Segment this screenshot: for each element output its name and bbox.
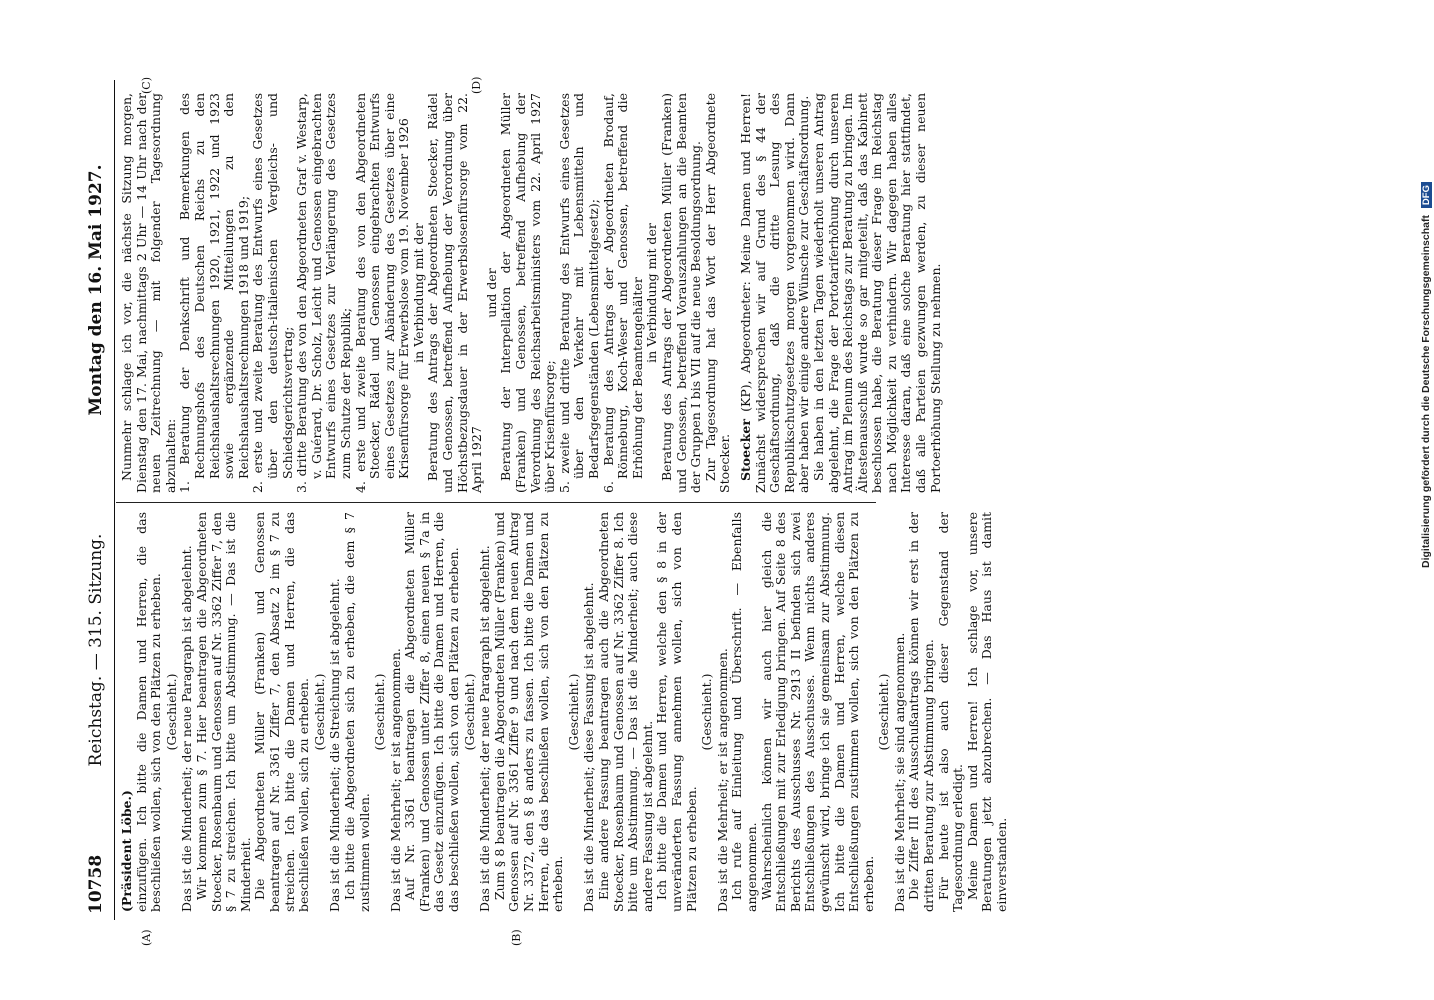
- margin-mark-b: (B): [510, 929, 523, 946]
- agenda-item: Beratung der Interpellation der Abgeordneten Müller (Franken) und Genossen, betreffend Aufhebung der Verordnung des Reichsarbeitsministers vom 22. April 1927 über Krisenfürsorge;: [498, 93, 558, 493]
- paragraph: Für heute ist also auch dieser Gegenstand der Tagesordnung erledigt.: [935, 512, 966, 912]
- agenda-item: 2. erste und zweite Beratung des Entwurfs eines Gesetzes über den deutsch-italienischen Vergleichs- und Schiedsgerichtsvertrag;: [250, 93, 295, 493]
- stage-direction: (Geschieht.): [311, 673, 327, 751]
- stage-direction: (Geschieht.): [876, 673, 892, 751]
- running-title: Reichstag. — 315. Sitzung.: [86, 533, 106, 767]
- paragraph: Wir kommen zum § 7. Hier beantragen die Abgeordneten Stoecker, Rosenbaum und Genossen auf Nr. 3362 Ziffer 7, den § 7 zu streichen. Ich bitte um Abstimmung. — Das ist die Minderheit.: [193, 512, 253, 912]
- paragraph: Das ist die Minderheit; diese Fassung ist abgelehnt.: [581, 582, 597, 912]
- agenda-item: 6. Beratung des Antrags der Abgeordneten Brodauf, Rönneburg, Koch-Weser und Genossen, betreffend die Erhöhung der Beamtengehälter: [600, 93, 645, 493]
- paragraph: Zum § 8 beantragen die Abgeordneten Müller (Franken) und Genossen auf Nr. 3361 Ziffer 9 und nach dem neuen Antrag Nr. 3372, den § 8 anders zu fassen. Ich bitte die Damen und Herren, die das beschließen wollen, sich von den Plätzen zu erheben.: [491, 512, 566, 912]
- paragraph: Das ist die Mehrheit; er ist angenommen.: [387, 648, 403, 912]
- agenda-item: Beratung des Antrags der Abgeordneten Müller (Franken) und Genossen, betreffend Vorauszahlungen an die Beamten der Gruppen I bis VII auf die neue Besoldungsordnung.: [658, 93, 704, 493]
- paragraph: Ich bitte die Damen und Herren, welche den § 8 in der unveränderten Fassung annehmen wollen, sich von den Plätzen zu erheben.: [654, 512, 699, 912]
- paragraph: Das ist die Mehrheit; er ist angenommen.: [714, 648, 730, 912]
- paragraph: Das ist die Minderheit; der neue Paragraph ist abgelehnt.: [477, 545, 493, 912]
- stage-direction: (Geschieht.): [461, 673, 477, 751]
- speaker-name: Stoecker: [737, 419, 753, 481]
- paragraph: Die Ziffer III des Ausschußantrags können wir erst in der dritten Beratung zur Abstimmung bringen.: [906, 512, 937, 912]
- agenda-item: 4. erste und zweite Beratung des von den Abgeordneten Stoecker, Rädel und Genossen eingebrachten Entwurfs eines Gesetzes zur Abänderung des Gesetzes über eine Krisenfürsorge für Erwerbslose vom 19. November 1926: [352, 93, 412, 493]
- paragraph: Eine andere Fassung beantragen auch die Abgeordneten Stoecker, Rosenbaum und Genossen auf Nr. 3362 Ziffer 8. Ich bitte um Abstimmung. — Das ist die Minderheit; auch diese andere Fassung ist abgelehnt.: [596, 512, 655, 912]
- paragraph: Das ist die Mehrheit; sie sind angenommen.: [891, 632, 907, 912]
- left-column: [120, 512, 1010, 912]
- column-divider: [116, 502, 876, 503]
- page-header: [80, 80, 115, 920]
- speech-paragraph: [739, 93, 812, 493]
- right-column: [120, 93, 943, 493]
- page-number: 10758: [86, 854, 106, 914]
- agenda-intro: Nunmehr schlage ich vor, die nächste Sitzung morgen, Dienstag den 17. Mai, nachmittags 2 Uhr — 14 Uhr nach der neuen Zeitrechnung — mit folgender Tagesordnung abzuhalten:: [119, 93, 178, 493]
- paragraph: Das ist die Minderheit; die Streichung ist abgelehnt.: [327, 578, 343, 912]
- margin-mark-a: (A): [140, 929, 153, 946]
- speech-paragraph: Sie haben in den letzten Tagen wiederholt unseren Antrag abgelehnt, die Frage der Portotariferhöhung durch unseren Antrag im Plenum des Reichstags zur Beratung zu bringen. Im Ältestenausschuß wurde so gar mitgeteilt, daß das Kabinett beschlossen habe, die Beratung dieser Frage im Reichstag nach Möglichkeit zu verhindern. Wir dagegen haben alles Interesse daran, daß eine solche Beratung hier stattfindet, daß alle Parteien gezwungen werden, zu dieser neuen Portoerhöhung Stellung zu nehmen.: [810, 93, 943, 493]
- document-page: [80, 76, 1380, 946]
- agenda-item: 3. dritte Beratung des von den Abgeordneten Graf v. Westarp, v. Guérard, Dr. Scholz, Leicht und Genossen eingebrachten Entwurfs eines Gesetzes zur Verlängerung des Gesetzes zum Schutze der Republik;: [294, 93, 353, 493]
- paragraph: Ich rufe auf Einleitung und Überschrift. — Ebenfalls angenommen.: [729, 512, 759, 912]
- funding-note-text: Digitalisierung gefördert durch die Deutsche Forschungsgemeinschaft: [1420, 215, 1432, 568]
- paragraph: Die Abgeordneten Müller (Franken) und Genossen beantragen auf Nr. 3361 Ziffer 7, den Absatz 2 im § 7 zu streichen. Ich bitte die Damen und Herren, die das beschließen wollen, sich zu erheben.: [252, 512, 312, 912]
- stage-direction: (Geschieht.): [565, 673, 581, 751]
- agenda-connector: in Verbindung mit der: [644, 223, 660, 363]
- margin-mark-d: (D): [470, 76, 483, 94]
- paragraph: Zur Tagesordnung hat das Wort der Herr Abgeordnete Stoecker.: [702, 93, 733, 493]
- agenda-item: Beratung des Antrags der Abgeordneten Stoecker, Rädel und Genossen, betreffend Aufhebung der Verordnung über Höchstbezugsdauer in der Erwerbslosenfürsorge vom 22. April 1927: [425, 93, 485, 493]
- paragraph: Wahrscheinlich können wir auch hier gleich die Entschließungen mit zur Erledigung bringen. Auf Seite 8 des Berichts des Ausschusses Nr. 2913 II befinden sich zwei Entschließungen des Ausschusses. Wenn nichts anderes gewünscht wird, bringe ich sie gemeinsam zur Abstimmung. Ich bitte die Damen und Herren, welche diesen Entschließungen zustimmen wollen, sich von den Plätzen zu erheben.: [758, 512, 876, 912]
- margin-mark-c: (C): [140, 77, 153, 94]
- agenda-connector: in Verbindung mit der: [410, 223, 426, 363]
- paragraph: Meine Damen und Herren! Ich schlage vor, unsere Beratungen jetzt abzubrechen. — Das Haus ist damit einverstanden.: [964, 512, 1010, 912]
- speaker-label: (Präsident Löbe.): [119, 790, 134, 912]
- stage-direction: (Geschieht.): [163, 673, 179, 751]
- paragraph: Ich bitte die Abgeordneten sich zu erheben, die dem § 7 zustimmen wollen.: [341, 512, 372, 912]
- stage-direction: (Geschieht.): [372, 673, 388, 751]
- dfg-logo: DFG: [1421, 182, 1432, 208]
- agenda-item: 5. zweite und dritte Beratung des Entwurfs eines Gesetzes über den Verkehr mit Lebensmitteln und Bedarfsgegenständen (Lebensmittelgesetz);: [556, 93, 601, 493]
- paragraph: einzufügen. Ich bitte die Damen und Herren, die das beschließen wollen, sich von den Plätzen zu erheben.: [133, 512, 164, 912]
- stage-direction: (Geschieht.): [699, 673, 715, 751]
- paragraph: Das ist die Minderheit; der neue Paragraph ist abgelehnt.: [179, 545, 195, 912]
- digitization-note: [1418, 8, 1434, 568]
- speech-text: (KP), Abgeordneter: Meine Damen und Herren! Zunächst widersprechen wir auf Grund des § 44 der Geschäftsordnung, daß die dritte Lesung des Republikschutzgesetzes morgen vorgenommen wird. Dann aber haben wir einige andere Wünsche zur Geschäftsordnung.: [737, 93, 812, 493]
- page-date: Montag den 16. Mai 1927.: [86, 164, 106, 416]
- agenda-connector: und der: [483, 268, 499, 318]
- paragraph: Auf Nr. 3361 beantragen die Abgeordneten Müller (Franken) und Genossen unter Ziffer 8, einen neuen § 7a in das Gesetz einzufügen. Ich bitte die Damen und Herren, die das beschließen wollen, sich von den Plätzen zu erheben.: [402, 512, 462, 912]
- agenda-item: 1. Beratung der Denkschrift und Bemerkungen des Rechnungshofs des Deutschen Reichs zu den Reichshaushaltsrechnungen 1920, 1921, 1922 und 1923 sowie ergänzende Mitteilungen zu den Reichshaushaltsrechnungen 1918 und 1919;: [177, 93, 251, 493]
